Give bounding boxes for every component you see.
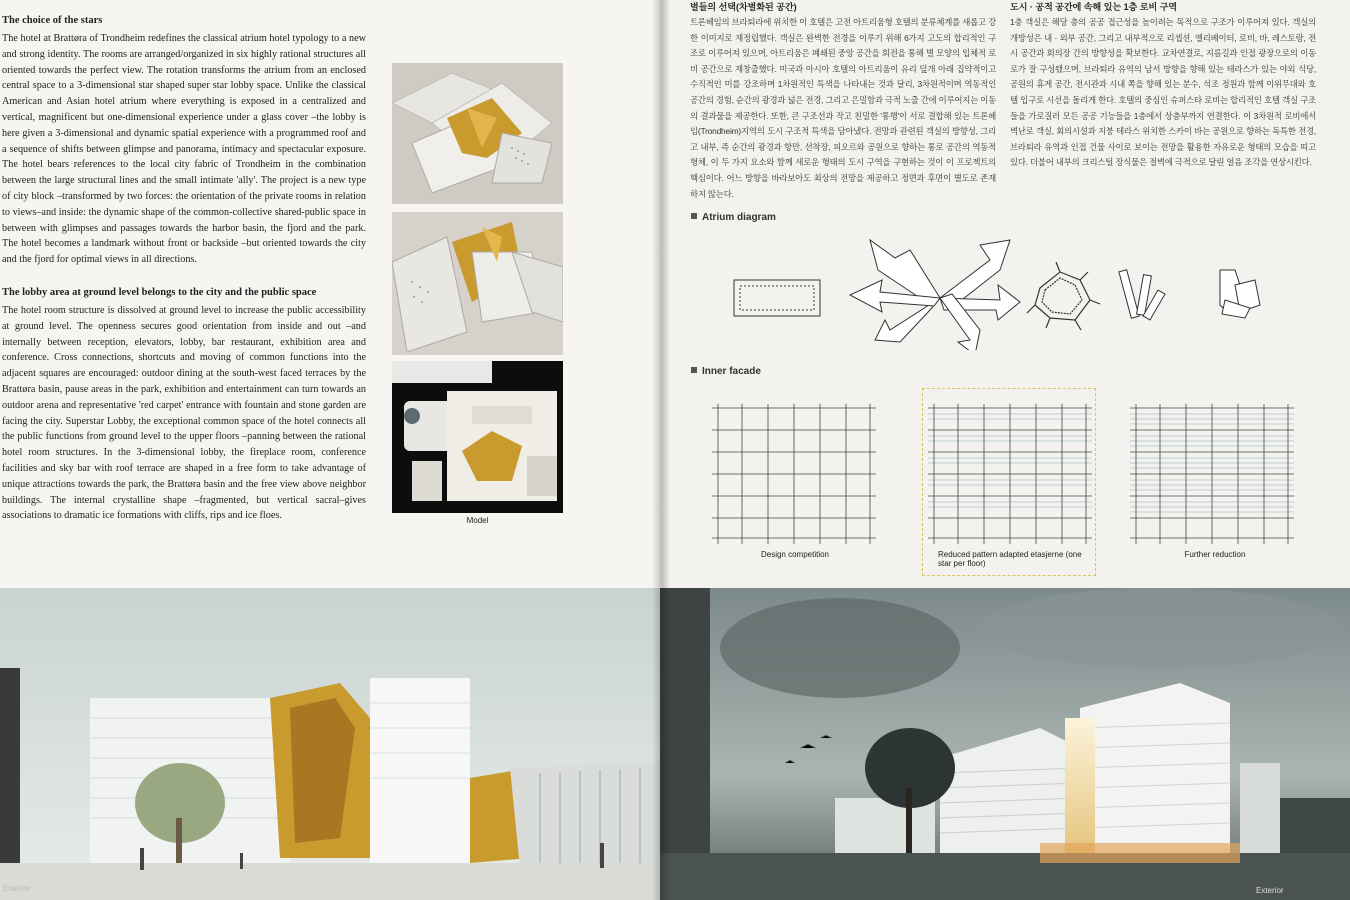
exterior-rendering-right: [660, 588, 1350, 900]
heading-choice-of-stars: The choice of the stars: [2, 15, 103, 26]
exterior-rendering-left: [0, 588, 660, 900]
right-page: [660, 0, 1350, 900]
facade-caption-1: Design competition: [760, 550, 830, 559]
facade-further-reduction: [1130, 404, 1294, 544]
page-label-right: Exterior: [1256, 886, 1284, 895]
model-photo-3: [392, 361, 563, 513]
left-page: [0, 0, 660, 900]
model-photo-1: [392, 63, 563, 204]
facade-caption-2: Reduced pattern adapted etasjerne (one star per floor): [938, 550, 1082, 568]
book-gutter: [652, 0, 670, 900]
facade-reduced-pattern: [928, 404, 1092, 544]
kr-heading-1: 별들의 선택(차별화된 공간): [690, 2, 797, 12]
section-marker-icon: [691, 367, 697, 373]
facade-design-competition: [712, 404, 876, 544]
kr-body-1: 트론헤임의 브라퇴라에 위치한 이 호텔은 고전 아트리움형 호텔의 분류체계를 새롭고 강한 이미지로 재정립했다. 객실은 완벽한 전경을 이루기 위해 6가지 고도의 합리적인 구조로 이루어져 있으며, 아트리움은 폐쇄된 중앙 공간을 회전을 통해 별 모양의 입체적 로비 공간으로 재창출했다. 미국과 아시아 호텔의 아트리움이 유리 덮개 아래 집약적이고 수직적인 미를 강조하며 1차원적인 특색을 나타내는 것과 달리, 3차원적이며 역동적인 공간의 경험, 순간의 광경과 넓은 전경, 그리고 은밀함과 극적 노출 간에 이루어지는 이동의 결과물을 제공한다. 또한, 큰 구조선과 작고 친밀한 '통행'이 서로 결합해 있는 트론헤임(Trondheim)지역의 도시 구조적 특색을 담아냈다. 전망과 관련된 객실의 방향성, 그리고 내부, 즉 순간의 광경과 항만, 선착장, 피오르와 공원으로 향하는 통로 공간의 역동적 형체, 이 두 가지 요소와 함께 새로운 형태의 도시 구역을 구현하는 것이 이 프로젝트의 핵심이다. 어느 방향을 바라보아도 최상의 전망을 제공하고 정면과 후면이 별도로 존재하지 않는다.: [690, 17, 996, 199]
body-choice-of-stars: The hotel at Brattøra of Trondheim redefines the classical atrium hotel typology to a new and strong identity. The rooms are arranged/organized in six highly rational structures all oriented towards the perfect view. The rotation transforms the atrium from an enclosed central space to a 3-dimensional star shaped super star lobby space. Unlike the classical American and Asian hotel atrium where everything is exposed in a centralized and vertical, magnificent but one-dimensional experience under a glass cover –the lobby is here given a 3-dimensional and dynamic spatial experience with a programmed roof and a sequence of shifts between glimpse and panorama, intimacy and spectacular exposure. The hotel bears references to the local city fabric of Trondheim in the combination between the large structural lines and the small intimate 'ally'. The project is a new type of city block –transformed by two forces: the orientation of the private rooms in relation to views–and inside: the dynamic shape of the common-collective shared-public space in between with glimpses and passages towards the harbor basin, the fjord and the park. The hotel becomes a landmark without front or backside –but oriented towards the city and the fjord for optimal views in all directions.: [2, 33, 366, 266]
atrium-diagram-step-2: [850, 240, 1020, 350]
section-marker-icon: [691, 213, 697, 219]
model-photo-2: [392, 212, 563, 355]
facade-caption-3: Further reduction: [1184, 550, 1246, 559]
atrium-diagram-step-4: [1119, 270, 1165, 320]
atrium-diagram-step-1: [734, 280, 820, 316]
heading-lobby-area: The lobby area at ground level belongs to the city and the public space: [2, 287, 317, 298]
atrium-diagram-step-5: [1220, 270, 1260, 318]
model-caption: Model: [466, 516, 489, 525]
page-label-left: Exterior: [3, 884, 31, 893]
inner-facade-title: [691, 366, 761, 377]
kr-body-2: 1층 객실은 해당 층의 공공 접근성을 높이려는 목적으로 구조가 이루어져 있다. 객실의 개방성은 내 · 외부 공간, 그리고 내부적으로 리셉션, 엘리베이터, 로비, 바, 레스토랑, 전시 공간과 회의장 간의 방향성을 확보한다. 교차연결로, 지름길과 인접 광장으로의 이동로가 잘 구성됐으며, 브라퇴라 유역의 남서 방향을 향해 있는 테라스가 있는 야외 식당, 공원의 휴게 공간, 전시관과 시내 쪽을 향해 있는 분수, 석조 정원과 함께 이위무대와 호텔 입구로 시선을 돌리게 한다. 호텔의 중심인 슈퍼스타 로비는 합리적인 호텔 객실 구조들을 가로질러 모든 공공 기능들을 1층에서 상층부까지 연결한다. 이 3차원적 로비에서 벽난로 객실, 회의시설과 지붕 테라스 위치한 스카이 바는 공원으로 향하는 독특한 전경, 브라퇴라 유역과 인접 건물 사이로 보이는 전망을 활용한 자유로운 형태의 모습을 띠고 있다. 더불어 내부의 크리스털 장식물은 절벽에 극적으로 달린 얼음 조각을 연상시킨다.: [1010, 17, 1316, 168]
inner-facade-title-text: Inner facade: [702, 366, 761, 377]
kr-heading-2: 도시 · 공적 공간에 속해 있는 1층 로비 구역: [1010, 2, 1178, 12]
atrium-diagram-step-3: [1027, 262, 1100, 330]
atrium-diagram-title: [691, 212, 776, 223]
atrium-diagram: [730, 230, 1290, 350]
atrium-diagram-title-text: Atrium diagram: [702, 212, 776, 223]
body-lobby-area: The hotel room structure is dissolved at ground level to increase the public accessibility at ground level. The openness secures good orientation from inside and out –and internally between reception, elevators, lobby, bar restaurant, exhibition area and conference. Cross connections, shortcuts and moving of common functions into the adjacent squares are encouraged: outdoor dining at the south-west faced terraces by the Brattøra basin, pause areas in the park, exhibition and entertainment can turn towards an outdoor arena and representative 'red carpet' entrance with fountain and stone garden are facing the city. Superstar Lobby, the exceptional common space of the hotel connects all the public functions from ground level to the upper floors –panning between the rational hotel room structures. In the 3-dimensional lobby, the fireplace room, conference facilities and sky bar with roof terrace are shaped in a free form to take advantage of unique attractions towards the park, the Brattøra basin and the free view above neighbor buildings. The internal crystalline shape –fragmented, but vertical sacral–gives associations to dramatic ice formations with cliffs, rips and ice floes.: [2, 305, 366, 522]
